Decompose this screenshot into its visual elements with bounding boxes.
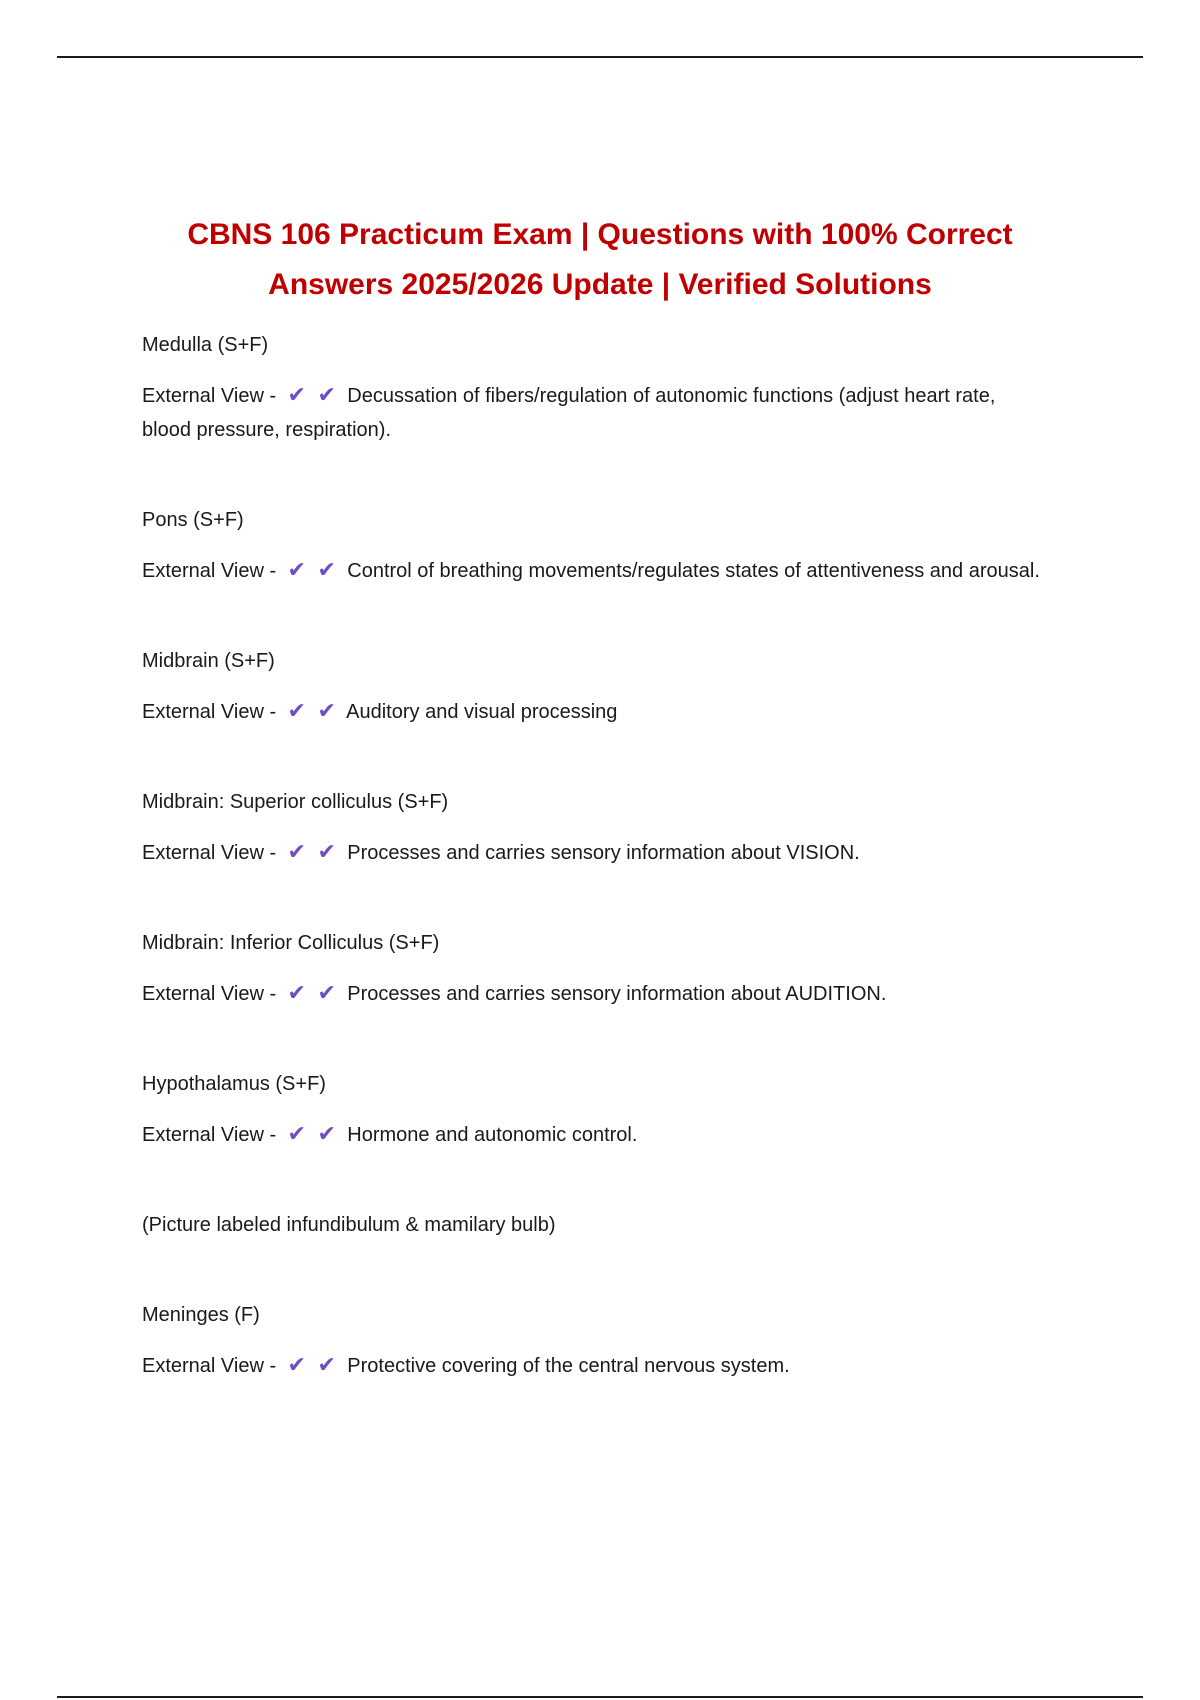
entry-definition (142, 378, 1042, 447)
check-icon: ✔ (287, 557, 306, 582)
definition-text: Processes and carries sensory information about VISION. (347, 842, 860, 864)
check-icon: ✔ (317, 1121, 336, 1146)
check-icon: ✔ (317, 839, 336, 864)
prefix-label: External View - (142, 1124, 277, 1146)
check-icon: ✔ (317, 980, 336, 1005)
check-icon: ✔ (287, 1121, 306, 1146)
entry-definition (142, 1348, 1042, 1383)
definition-text: Control of breathing movements/regulates states of attentiveness and arousal. (347, 560, 1040, 582)
prefix-label: External View - (142, 1355, 277, 1377)
check-icon: ✔ (287, 839, 306, 864)
check-icon: ✔ (317, 382, 336, 407)
entry-definition (142, 1117, 1042, 1152)
prefix-label: External View - (142, 560, 277, 582)
definition-text: Auditory and visual processing (346, 701, 618, 723)
definition-text: Protective covering of the central nervous system. (347, 1355, 790, 1377)
entry-hypothalamus (142, 1067, 1042, 1152)
prefix-label: External View - (142, 701, 277, 723)
entry-superior-colliculus (142, 785, 1042, 870)
top-rule (57, 56, 1143, 58)
check-icon: ✔ (287, 980, 306, 1005)
prefix-label: External View - (142, 385, 277, 407)
entry-definition (142, 694, 1042, 729)
entry-inferior-colliculus (142, 926, 1042, 1011)
definition-text: Hormone and autonomic control. (347, 1124, 638, 1146)
entry-midbrain (142, 644, 1042, 729)
definition-text: Decussation of fibers/regulation of autonomic functions (adjust heart rate, blood pressure, respiration). (142, 385, 996, 441)
prefix-label: External View - (142, 983, 277, 1005)
entry-term: Pons (S+F) (142, 509, 244, 531)
check-icon: ✔ (317, 1352, 336, 1377)
entry-term: Hypothalamus (S+F) (142, 1073, 326, 1095)
entry-pons (142, 503, 1042, 588)
entry-term: Midbrain: Superior colliculus (S+F) (142, 791, 449, 813)
entry-term: Meninges (F) (142, 1304, 260, 1326)
entry-definition (142, 976, 1042, 1011)
definition-text: Processes and carries sensory information about AUDITION. (347, 983, 887, 1005)
bottom-rule (57, 1696, 1143, 1698)
check-icon: ✔ (317, 698, 336, 723)
document-body (142, 328, 1042, 1439)
check-icon: ✔ (287, 698, 306, 723)
document-title: CBNS 106 Practicum Exam | Questions with 100% Correct Answers 2025/2026 Update | Verified Solutions (187, 218, 1013, 301)
entry-term: Midbrain (S+F) (142, 650, 275, 672)
check-icon: ✔ (317, 557, 336, 582)
check-icon: ✔ (287, 382, 306, 407)
picture-note: (Picture labeled infundibulum & mamilary bulb) (142, 1214, 556, 1236)
check-icon: ✔ (287, 1352, 306, 1377)
prefix-label: External View - (142, 842, 277, 864)
entry-term: Midbrain: Inferior Colliculus (S+F) (142, 932, 440, 954)
entry-definition (142, 553, 1042, 588)
entry-medulla (142, 328, 1042, 447)
entry-definition (142, 835, 1042, 870)
entry-meninges (142, 1298, 1042, 1383)
entry-term: Medulla (S+F) (142, 334, 269, 356)
